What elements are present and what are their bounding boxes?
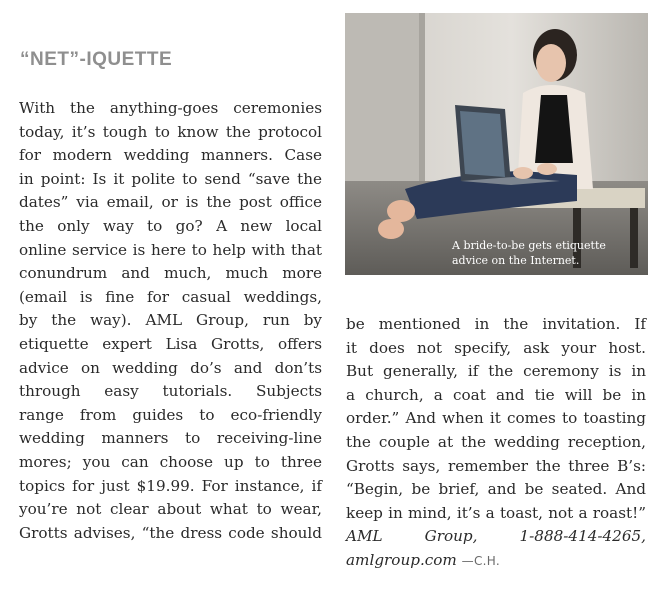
article-heading: “NET”-IQUETTE: [20, 49, 173, 70]
body-line: in point: Is it polite to send “save the: [19, 169, 322, 188]
body-line: it does not specify, ask your host.: [346, 338, 646, 357]
caption-line-1: A bride-to-be gets etiquette: [452, 239, 606, 252]
body-line: a church, a coat and tie will be in: [346, 385, 646, 404]
body-line: advice on wedding do’s and don’ts: [19, 358, 322, 377]
body-line: the only way to go? A new local: [19, 216, 322, 235]
body-line: online service is here to help with that: [19, 240, 322, 259]
body-line: (email is fine for casual weddings,: [19, 287, 322, 306]
body-line: today, it’s tough to know the protocol: [19, 122, 322, 141]
body-line: range from guides to eco-friendly: [19, 405, 322, 424]
body-line: But generally, if the ceremony is in: [346, 362, 646, 381]
body-line: topics for just $19.99. For instance, if: [19, 476, 322, 495]
citation-website: amlgroup.com: [346, 550, 457, 569]
body-line: conundrum and much, much more: [19, 264, 322, 283]
author-credit: —C.H.: [461, 553, 500, 568]
body-line: Grotts advises, “the dress code should: [19, 523, 322, 542]
body-line: etiquette expert Lisa Grotts, offers: [19, 334, 322, 353]
body-line: you’re not clear about what to wear,: [19, 500, 322, 519]
citation-line-2: [346, 549, 646, 573]
body-line: With the anything-goes ceremonies: [19, 99, 322, 117]
article-photo: [345, 13, 648, 275]
article-column-left: [19, 97, 322, 545]
body-line: mores; you can choose up to three: [19, 452, 322, 471]
body-line: through easy tutorials. Subjects: [19, 382, 322, 401]
body-line: the couple at the wedding reception,: [346, 432, 646, 451]
citation-line: AML Group, 1-888-414-4265,: [346, 527, 646, 546]
body-line: dates” via email, or is the post office: [19, 193, 322, 212]
body-line: Grotts says, remember the three B’s:: [346, 456, 646, 475]
body-line: keep in mind, it’s a toast, not a roast!”: [346, 503, 646, 522]
body-line: wedding manners to receiving-line: [19, 429, 322, 448]
caption-line-2: advice on the Internet.: [452, 254, 580, 267]
photo-caption: [452, 238, 606, 268]
article-column-right: [346, 313, 646, 573]
body-line: by the way). AML Group, run by: [19, 311, 322, 330]
body-line: for modern wedding manners. Case: [19, 146, 322, 165]
body-line: “Begin, be brief, and be seated. And: [346, 480, 646, 499]
photo-woman-with-laptop: [345, 13, 648, 275]
body-line: order.” And when it comes to toasting: [346, 409, 646, 428]
body-line: be mentioned in the invitation. If: [346, 315, 646, 333]
